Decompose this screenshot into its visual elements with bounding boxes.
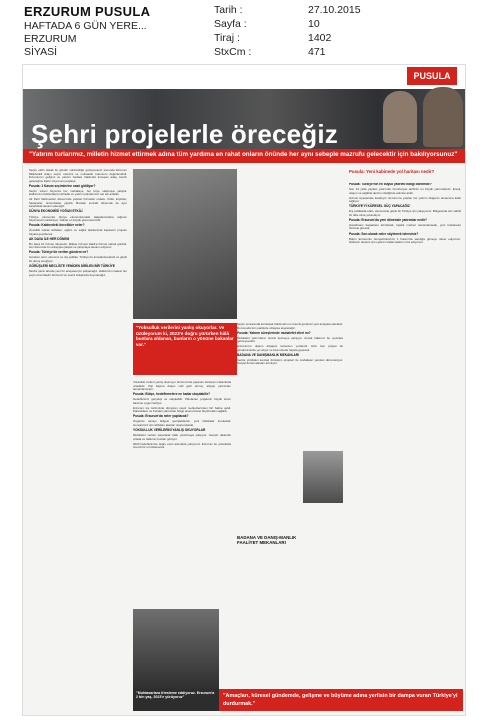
publication-city: ERZURUM [24, 33, 77, 45]
clip-header [0, 0, 487, 62]
newspaper-clipping [22, 64, 466, 716]
paragraph-text: Türkiye ekonomisi dünya ekonomisindeki dalgalanmalara rağmen büyümesini sürdürüyor. İstikrar en büyük güvencemizdir. [29, 214, 127, 223]
paragraph-text: Seçim sonrasında kurulacak hükümetin en önemli gündemi yeni anayasa olacaktır. Bu konuda tüm partilerle uzlaşma arayacağız. [237, 323, 343, 330]
paragraph-text: Havalimanı kapasitesi artırılacak, lojistik merkez tamamlanacak, yeni hastaneler hizmete girecek. [349, 222, 461, 231]
paragraph-text: Hizmet siyasetinde kararlıyız. Erzurum'a yapılan her yatırım bölgenin tamamına katkı sağlıyor. [349, 195, 461, 204]
paragraph-text: Ak Parti hükümetleri döneminde yapılan hizmetler ortada. Yollar, köprüler, hastaneler, üniversiteler yapıldı. Bundan sonraki dönemde de aynı kararlılıkla devam edeceğiz. [29, 197, 127, 209]
article-column-1 [29, 169, 127, 709]
paragraph-heading: TÜRKİYE'Yİ KÜRESEL GÜÇ YAPACAĞIZ [349, 204, 410, 209]
portrait-photo-2 [423, 87, 463, 147]
paragraph-text: Kentte yürütülen kentsel dönüşüm projeleri ile mahalleler yeniden düzenleniyor. Sosyal donatı alanları artırılıyor. [237, 357, 343, 366]
paragraph-heading: Pusula: 1 Kasım seçimlerine nasıl gidiliyor? [29, 183, 96, 188]
paragraph-text: Gündem terör, ekonomi ve dış politika. Türkiye bu konularda kararlı ve güçlü bir duruş sergiliyor. [29, 255, 127, 263]
paragraph-heading: GÖRÜŞLERİ MECLİSTE YENİDEN DİRİLEN BİR TÜRKİYE [29, 264, 115, 269]
paragraph-heading: BADANA VE DANIŞMANLIK MEKANLARI [237, 352, 300, 357]
circulation-value: 1402 [308, 32, 332, 44]
page-label: Sayfa : [214, 18, 247, 30]
subheadline: "Yatırım turlarımız, milletin hizmet ettirmek adına tüm yardıma en rahat onların önünde her aynı sebeple mazrufu gelecektir için bakılıyorsunuz" [29, 151, 458, 158]
headline: Şehri projelerle öreceğiz [31, 119, 339, 149]
paragraph-text: Dış politikada etkin, ekonomide güçlü bir Türkiye için çalışıyoruz. Bölgesinde söz sahibi bir ülke olma yolundayız. [349, 209, 461, 217]
side-box-title: BADANA VE DANIŞ-MANLIK FAALİYET MEKANLARI [237, 535, 297, 546]
lower-photo [133, 609, 219, 689]
small-portrait-photo [303, 451, 343, 503]
paragraph-heading: Pusula: Erzurum'da neler yapılacak? [133, 414, 189, 419]
paragraph-text: Muhalefet verileri çarpıtarak halkı yanıltmaya çalışıyor. Gerçek rakamlar ortada ve halkımız bunları görüyor. [133, 433, 231, 441]
portrait-photo-1 [383, 91, 417, 143]
paragraph-heading: Pusula: Bütçe, hedeflemelere ne kadar ulaşılabilir? [133, 392, 211, 397]
publication-category: SİYASİ [24, 46, 58, 58]
paragraph-heading: Pusula: Türkiye'nin en büyük yatırımı hangi dönemde? [349, 183, 432, 186]
paragraph-text: Organize sanayi bölgesi genişletilecek, yeni fabrikalar kurulacak. Gençlerimiz için istihdam alanları oluşturulacak. [133, 419, 231, 427]
paragraph-heading: Pusula: Erzurum'da yeni dönemde yatırımlar nedir? [349, 217, 427, 222]
article-column-4 [349, 183, 461, 683]
paragraph-text: Erzurum kış turizminde dünyanın sayılı merkezlerinden biri haline geldi. Palandöken ve Konaklı yatırımları bölge ekonomisine büyük katkı sağladı. [133, 405, 231, 414]
photo-caption: "Muhtasarlara friesleme eddiyoruz. Erzurum'a 2 bin yaş, 2023'e yürüyoruz" [133, 689, 219, 711]
area-label: StxCm : [214, 46, 252, 58]
bottom-pull-quote: "Amaçları, küresel gündemde, gelişme ve büyüme adına yerlisin bir dampa vuran Türkiye'yi durdurmak." [223, 693, 458, 708]
paragraph-text: 2023 hedeflerimize doğru emin adımlarla yürüyoruz. Erzurum bu yolculukta önemli bir rol üstlenecek. [133, 441, 231, 450]
paragraph-text: Meclis çatısı altında yeni bir anayasa için çalışacağız. Halkımızın iradesi her şeyin üzerindedir. Erzurum'un sesini Ankara'da duyuracağız. [29, 269, 127, 277]
paragraph-heading: Pusula: Son olarak neler söylemek istersiniz? [349, 231, 419, 236]
date-value: 27.10.2015 [308, 4, 361, 16]
paragraph-text: Muhalefet yatırımların önünü kesmeye çalışıyor. Ancak halkımız bu oyunlara gelmeyecektir. [237, 335, 343, 344]
date-label: Tarih : [214, 4, 243, 16]
pull-quote-mid: "Yoksulluk verilerini yanlış okuyorlar. Ve üzüleyorum ki, 2023'e doğru yürürken hâlâ bunlara aldanan, bunların o yönüne bakanlar var." [133, 323, 237, 375]
paragraph-text: Hedeflerimiz gerçekçi ve ulaşılabilir. Planlanan projelerin büyük kısmı takvime uygun ilerliyor. [133, 397, 231, 405]
paragraph-heading: Pusula: Yatırım süreçlerinde muhalefet elleri mı? [237, 330, 311, 335]
area-value: 471 [308, 46, 326, 58]
paragraph-text: Seçim ekibi olarak iki gündür sürdürdüğü görüşmelerin sonunda Erzurum Milletvekili Adayı seçim sürecini ve muhalefet tutumunu değerlendirdi. Erzurum'un gelişimi ve yatırım haritası hakkında konuşan aday, kentin geleceğine ilişkin vizyonunu paylaştı. [29, 169, 127, 183]
paragraph-heading: Pusula: Kabinedeki öncelikler neler? [29, 223, 85, 228]
paragraph-heading: YOKSULLUK VERİLERİNİ YANLIŞ OKUYORLAR [133, 428, 206, 433]
paragraph-text: Öncelikli olarak istihdam, eğitim ve sağlık alanlarında kapsamlı projeler hayata geçirilecek. [29, 228, 127, 236]
publication-name: ERZURUM PUSULA [24, 4, 151, 19]
circulation-label: Tiraj : [214, 32, 240, 44]
paragraph-text: Erzurum'un ulaşım altyapısı tamamen yenilendi. Hızlı tren projesi de gündemimizde yer alıyor ve kısa sürede hayata geçecek. [237, 344, 343, 352]
paragraph-text: Yoksulluk verileri yanlış okunuyor. Erzurum'da yaşanan dönüşüm rakamlarla ortadadır. Kişi başına düşen milli gelir artmış, altyapı yatırımları tamamlanmıştır. [133, 381, 231, 392]
top-strip [23, 65, 466, 89]
box-title: Pusula: Yeni kabinede yol haritası nedir? [349, 169, 435, 174]
interview-photo [133, 169, 237, 319]
paragraph-text: Bütün Erzurumlu hemşehrilerimizi 1 Kasım'da sandığa gitmeye davet ediyorum. İstikrarın devamı için oylarını kullanmalarını rica ediyorum. [349, 236, 461, 245]
article-column-2 [133, 381, 231, 603]
paragraph-heading: AK DAVA İLE HER DÖNEM [29, 236, 70, 241]
newspaper-logo: PUSULA [407, 67, 457, 85]
paragraph-heading: Pusula: Türkiye'de verilen gündem ne? [29, 250, 89, 255]
publication-frequency: HAFTADA 6 GÜN YERE... [24, 20, 147, 32]
paragraph-heading: DÜNYA EKONOMİSİ YOĞUN ETKİLİ [29, 209, 83, 214]
paragraph-text: Bu dava bir hizmet davasıdır. Millete hizmeti Hakk'a hizmet olarak gördük. Her dönemde bu anlayışla çalıştık ve çalışmaya devam ediyoruz. [29, 241, 127, 250]
paragraph-text: Seçim süreci boyunca her mahalleye, her köye ulaşmaya çalıştık. Halkımızın beklentilerini dinledik ve yatırım planlarımızı tek tek anlattık. [29, 188, 127, 197]
paragraph-text: Son 13 yılda yapılan yatırımlar Cumhuriyet tarihinin en büyük yatırımlarıdır. Enerji, ulaşım ve sağlıkta devrim niteliğinde adımlar atıldı. [349, 187, 461, 195]
page-value: 10 [308, 18, 320, 30]
